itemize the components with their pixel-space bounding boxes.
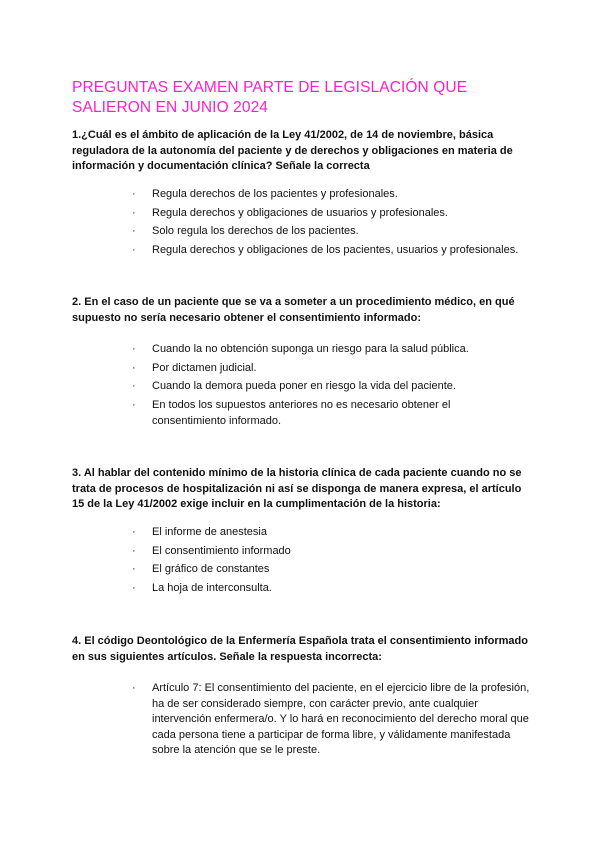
list-item	[132, 542, 291, 561]
bullet-icon: ·	[132, 206, 136, 219]
bullet-icon: ·	[132, 582, 136, 595]
bullet-icon: ·	[132, 526, 136, 538]
list-item	[132, 523, 291, 542]
option-text: Por dictamen judicial.	[152, 361, 257, 374]
bullet-icon: ·	[132, 244, 136, 257]
bullet-icon: ·	[132, 380, 136, 393]
list-item	[132, 222, 518, 241]
question-3-options	[132, 523, 291, 598]
question-2-options	[132, 340, 512, 429]
option-text: El informe de anestesia	[152, 526, 267, 538]
bullet-icon: ·	[132, 225, 136, 238]
bullet-icon: ·	[132, 361, 136, 374]
list-item	[132, 579, 291, 598]
list-item	[132, 204, 518, 223]
bullet-icon: ·	[132, 399, 136, 412]
list-item	[132, 241, 518, 260]
option-text: Regula derechos y obligaciones de usuarios y profesionales.	[152, 206, 448, 219]
question-4-option	[132, 681, 532, 759]
question-1-options	[132, 185, 518, 260]
option-text: Cuando la no obtención suponga un riesgo para la salud pública.	[152, 343, 469, 355]
question-4: 4. El código Deontológico de la Enfermería Española trata el consentimiento informado en sus siguientes artículos. Señale la respuesta incorrecta:	[72, 635, 528, 663]
bullet-icon: ·	[132, 188, 136, 200]
list-item	[132, 359, 512, 378]
option-text: El consentimiento informado	[152, 544, 291, 557]
option-text: En todos los supuestos anteriores no es necesario obtener el consentimiento informado.	[152, 399, 451, 427]
option-text: Regula derechos de los pacientes y profesionales.	[152, 188, 398, 200]
list-item	[132, 340, 512, 359]
list-item	[132, 185, 518, 204]
option-text: Regula derechos y obligaciones de los pacientes, usuarios y profesionales.	[152, 244, 519, 257]
list-item	[132, 681, 532, 759]
bullet-icon: ·	[132, 563, 136, 576]
list-item	[132, 398, 512, 429]
bullet-icon: ·	[132, 544, 136, 557]
list-item	[132, 377, 512, 396]
question-1: 1.¿Cuál es el ámbito de aplicación de la Ley 41/2002, de 14 de noviembre, básica reguladora de la autonomía del paciente y de derechos y obligaciones en materia de información y documentación clínica? Señale la correcta	[72, 129, 513, 172]
page-title: PREGUNTAS EXAMEN PARTE DE LEGISLACIÓN QUE SALIERON EN JUNIO 2024	[72, 79, 468, 116]
question-2: 2. En el caso de un paciente que se va a someter a un procedimiento médico, en qué supuesto no sería necesario obtener el consentimiento informado:	[72, 296, 515, 324]
question-3: 3. Al hablar del contenido mínimo de la historia clínica de cada paciente cuando no se trata de procesos de hospitalización ni así se disponga de manera expresa, el artículo 15 de la Ley 41/2002 exige incluir en la cumplimentación de la historia:	[72, 467, 522, 510]
option-text: El gráfico de constantes	[152, 563, 270, 576]
bullet-icon: ·	[132, 343, 136, 355]
option-text: Cuando la demora pueda poner en riesgo la vida del paciente.	[152, 380, 456, 393]
option-text: La hoja de interconsulta.	[152, 582, 272, 595]
list-item	[132, 560, 291, 579]
option-text: Solo regula los derechos de los pacientes.	[152, 225, 359, 238]
bullet-icon: ·	[132, 682, 136, 694]
option-text: Artículo 7: El consentimiento del paciente, en el ejercicio libre de la profesión, ha de ser considerado siempre, con carácter previo, ante cualquier intervención enfermera/o. Y lo hará en reconocimiento del derecho moral que cada persona tiene a participar de forma libre, y válidamente manifestada sobre la atención que se le preste.	[152, 682, 530, 756]
